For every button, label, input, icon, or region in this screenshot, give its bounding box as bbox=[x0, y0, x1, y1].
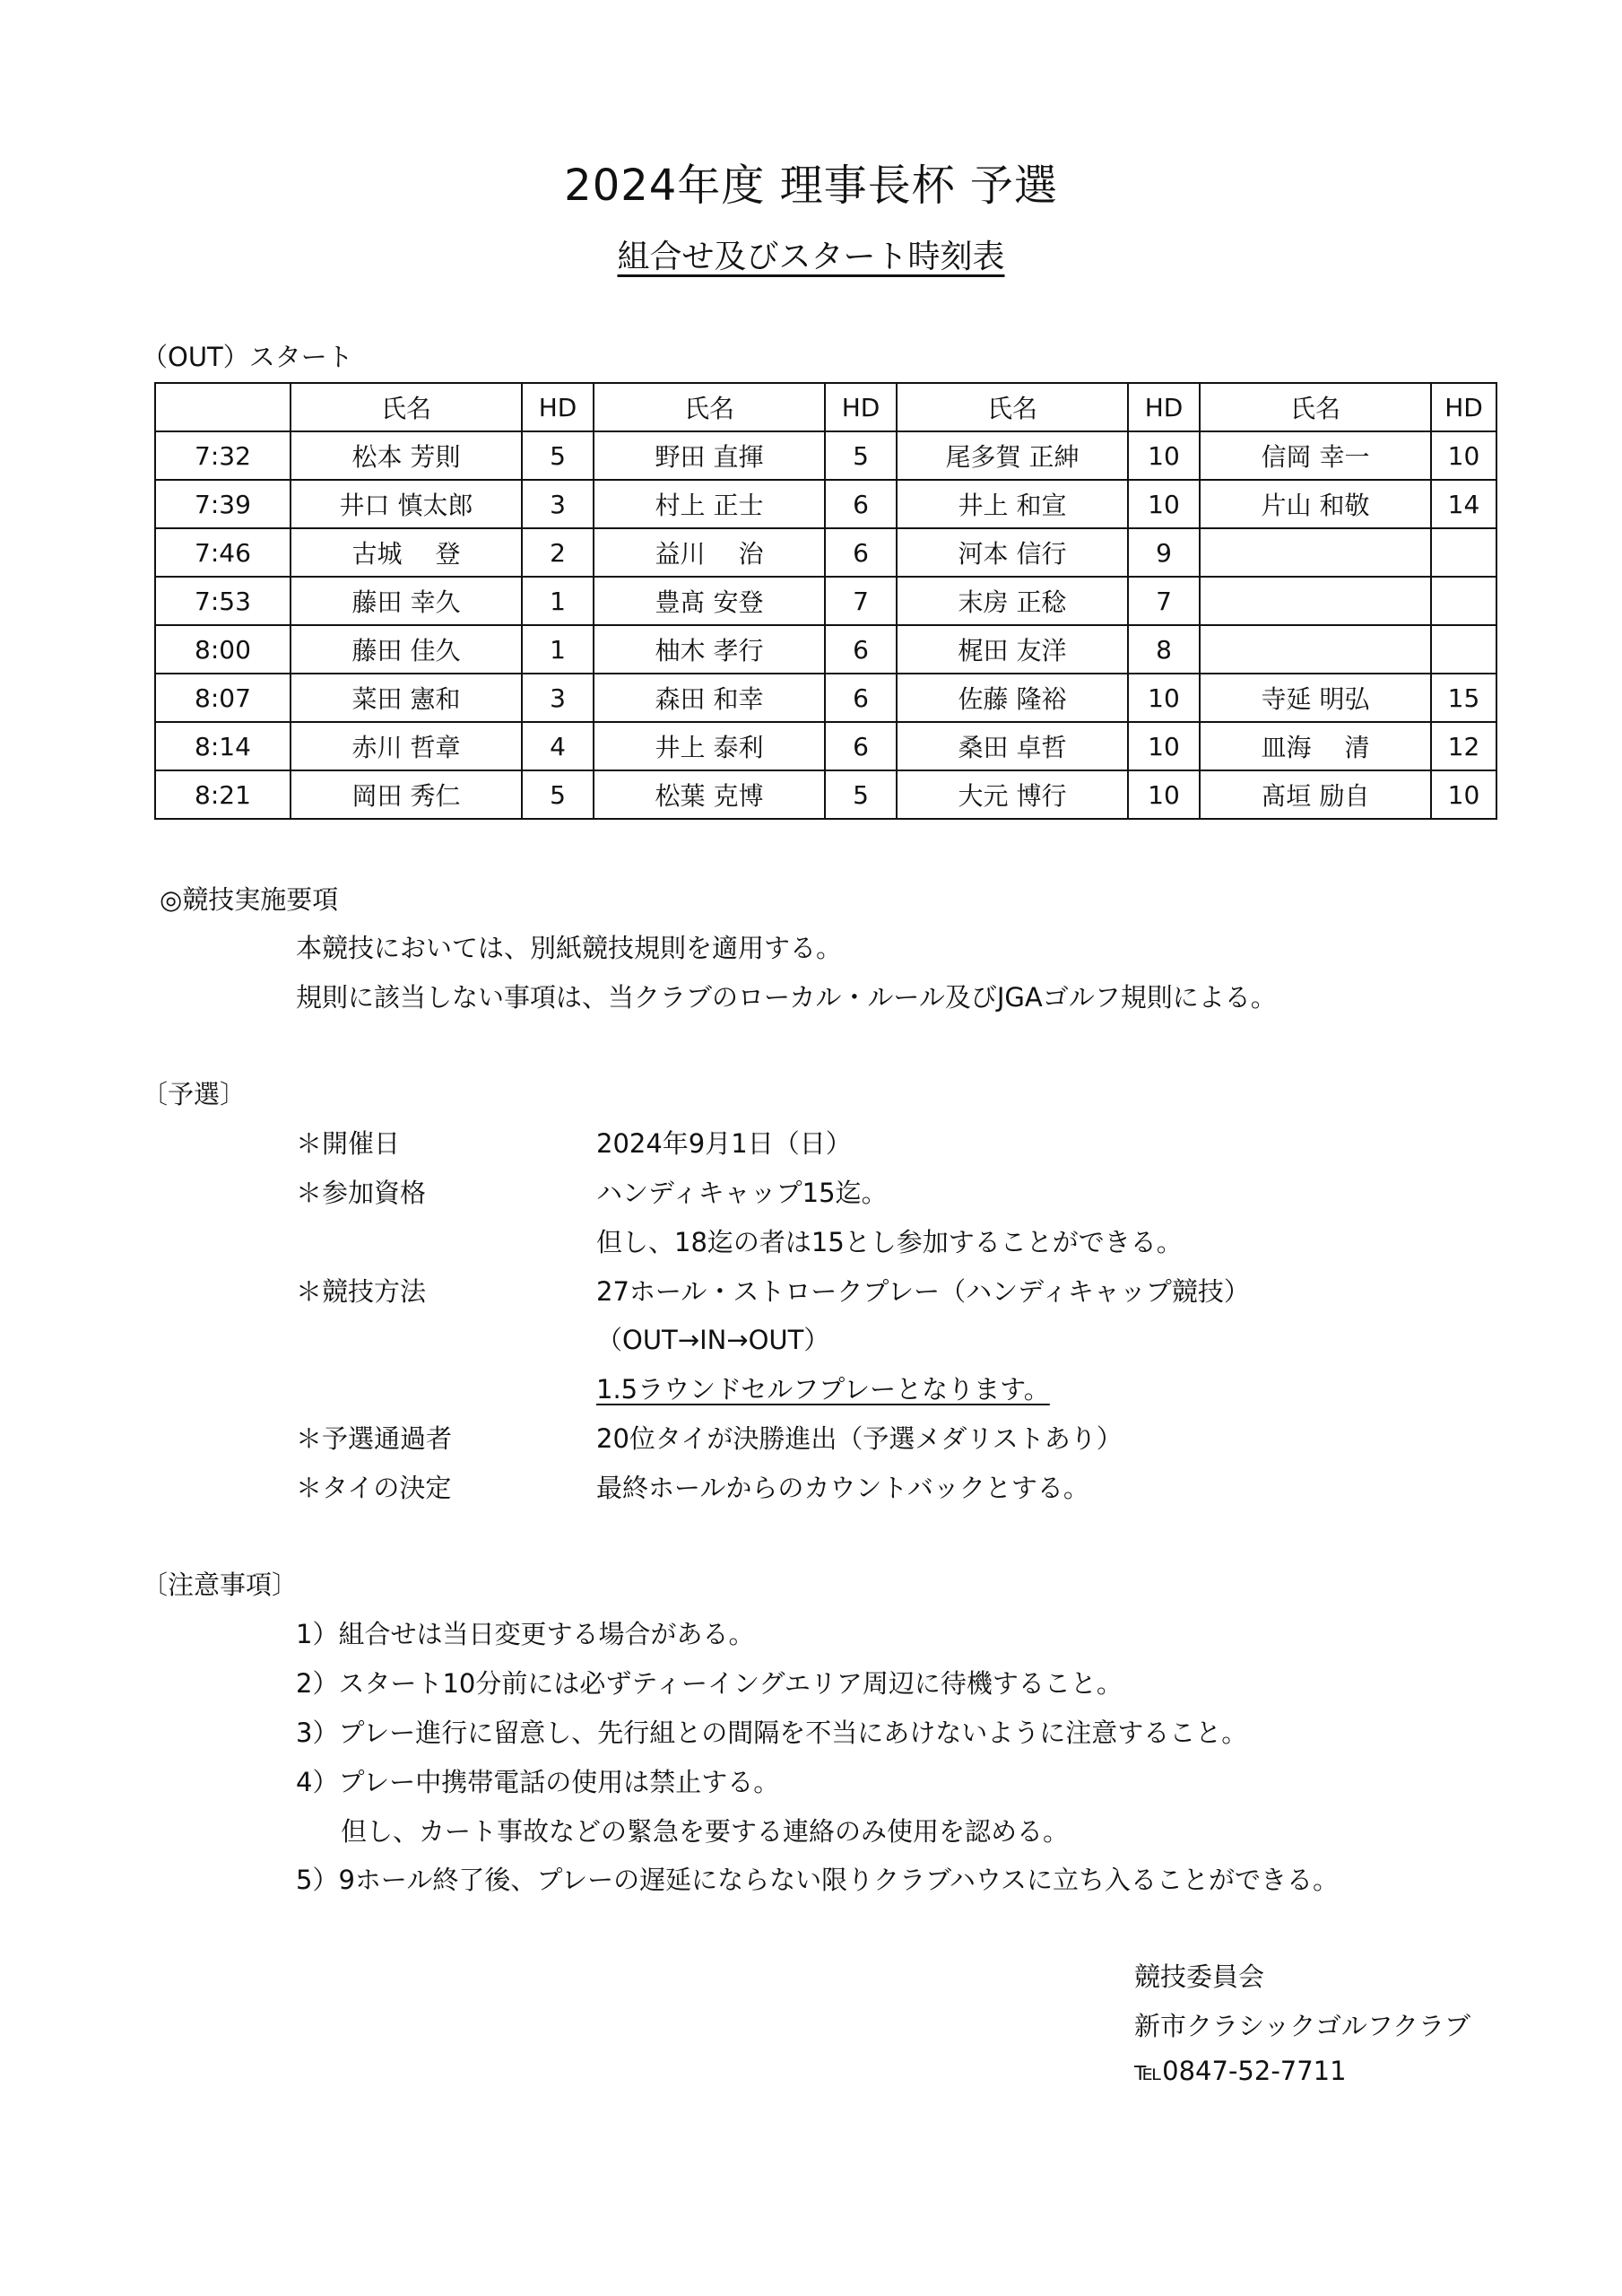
note-item: 但し、カート事故などの緊急を要する連絡のみ使用を認める。 bbox=[341, 1816, 1070, 1847]
player-name-cell: 村上 正士 bbox=[594, 480, 825, 528]
handicap-cell: 4 bbox=[522, 722, 594, 770]
handicap-cell: 10 bbox=[1431, 431, 1496, 480]
qualifier-heading: 〔予選〕 bbox=[142, 1079, 247, 1109]
handicap-cell: 10 bbox=[1128, 674, 1200, 722]
qualifier-value: 2024年9月1日（日） bbox=[596, 1128, 852, 1159]
start-time-cell: 7:46 bbox=[155, 528, 291, 577]
handicap-cell: 6 bbox=[825, 528, 897, 577]
handicap-cell: 3 bbox=[522, 480, 594, 528]
page-title: 2024年度 理事長杯 予選 bbox=[564, 161, 1058, 211]
header-name: 氏名 bbox=[291, 383, 522, 431]
table-row bbox=[155, 577, 1496, 625]
handicap-cell: 5 bbox=[825, 770, 897, 819]
player-name-cell: 井口 慎太郎 bbox=[291, 480, 522, 528]
player-name-cell: 菜田 憲和 bbox=[291, 674, 522, 722]
notes-heading: 〔注意事項〕 bbox=[142, 1570, 299, 1600]
subtitle-text: 組合せ及びスタート時刻表 bbox=[617, 239, 1005, 275]
player-name-cell: 森田 和幸 bbox=[594, 674, 825, 722]
qualifier-label: ＊タイの決定 bbox=[296, 1473, 452, 1503]
player-name-cell: 片山 和敬 bbox=[1200, 480, 1431, 528]
player-name-cell: 益川 治 bbox=[594, 528, 825, 577]
start-time-cell: 7:53 bbox=[155, 577, 291, 625]
player-name-cell: 赤川 哲章 bbox=[291, 722, 522, 770]
committee-name: 競技委員会 bbox=[1134, 1961, 1265, 1992]
player-name-cell: 岡田 秀仁 bbox=[291, 770, 522, 819]
handicap-cell: 6 bbox=[825, 722, 897, 770]
player-name-cell: 松葉 克博 bbox=[594, 770, 825, 819]
handicap-cell: 12 bbox=[1431, 722, 1496, 770]
handicap-cell: 10 bbox=[1128, 722, 1200, 770]
player-name-cell: 井上 和宣 bbox=[897, 480, 1128, 528]
handicap-cell: 6 bbox=[825, 480, 897, 528]
handicap-cell: 1 bbox=[522, 625, 594, 674]
page-subtitle bbox=[0, 231, 1622, 277]
handicap-cell: 10 bbox=[1128, 480, 1200, 528]
handicap-cell: 3 bbox=[522, 674, 594, 722]
handicap-cell: 7 bbox=[1128, 577, 1200, 625]
qualifier-value: （OUT→IN→OUT） bbox=[596, 1325, 830, 1355]
handicap-cell: 5 bbox=[522, 770, 594, 819]
handicap-cell: 8 bbox=[1128, 625, 1200, 674]
player-name-cell: 藤田 幸久 bbox=[291, 577, 522, 625]
player-name-cell: 寺延 明弘 bbox=[1200, 674, 1431, 722]
player-name-cell: 桑田 卓哲 bbox=[897, 722, 1128, 770]
player-name-cell bbox=[1200, 528, 1431, 577]
table-row bbox=[155, 722, 1496, 770]
handicap-cell: 10 bbox=[1431, 770, 1496, 819]
handicap-cell: 15 bbox=[1431, 674, 1496, 722]
table-row bbox=[155, 431, 1496, 480]
player-name-cell: 髙垣 励自 bbox=[1200, 770, 1431, 819]
start-time-cell: 8:14 bbox=[155, 722, 291, 770]
qualifier-value: 27ホール・ストロークプレー（ハンディキャップ競技） bbox=[596, 1276, 1250, 1307]
handicap-cell: 5 bbox=[522, 431, 594, 480]
player-name-cell: 豊髙 安登 bbox=[594, 577, 825, 625]
player-name-cell: 古城 登 bbox=[291, 528, 522, 577]
rules-heading: ◎競技実施要項 bbox=[160, 884, 339, 915]
start-time-cell: 8:21 bbox=[155, 770, 291, 819]
qualifier-label: ＊競技方法 bbox=[296, 1276, 427, 1307]
table-row bbox=[155, 674, 1496, 722]
club-tel: ℡0847-52-7711 bbox=[1134, 2056, 1347, 2086]
start-time-cell: 7:39 bbox=[155, 480, 291, 528]
club-name: 新市クラシックゴルフクラブ bbox=[1134, 2011, 1470, 2041]
player-name-cell: 皿海 清 bbox=[1200, 722, 1431, 770]
table-body bbox=[155, 431, 1496, 819]
handicap-cell: 7 bbox=[825, 577, 897, 625]
player-name-cell: 信岡 幸一 bbox=[1200, 431, 1431, 480]
header-hd: HD bbox=[1128, 383, 1200, 431]
handicap-cell bbox=[1431, 528, 1496, 577]
qualifier-value: 1.5ラウンドセルフプレーとなります。 bbox=[596, 1374, 1050, 1405]
header-name: 氏名 bbox=[897, 383, 1128, 431]
qualifier-value: ハンディキャップ15迄。 bbox=[596, 1178, 888, 1208]
table-row bbox=[155, 625, 1496, 674]
handicap-cell bbox=[1431, 577, 1496, 625]
player-name-cell bbox=[1200, 577, 1431, 625]
note-item: 4）プレー中携帯電話の使用は禁止する。 bbox=[296, 1767, 780, 1797]
handicap-cell: 5 bbox=[825, 431, 897, 480]
rules-line: 規則に該当しない事項は、当クラブのローカル・ルール及びJGAゴルフ規則による。 bbox=[296, 982, 1277, 1013]
handicap-cell: 14 bbox=[1431, 480, 1496, 528]
player-name-cell: 尾多賀 正紳 bbox=[897, 431, 1128, 480]
header-hd: HD bbox=[1431, 383, 1496, 431]
player-name-cell: 河本 信行 bbox=[897, 528, 1128, 577]
player-name-cell: 梶田 友洋 bbox=[897, 625, 1128, 674]
qualifier-value: 但し、18迄の者は15とし参加することができる。 bbox=[596, 1227, 1183, 1257]
player-name-cell: 野田 直揮 bbox=[594, 431, 825, 480]
start-time-table bbox=[154, 382, 1497, 820]
start-time-cell: 8:07 bbox=[155, 674, 291, 722]
header-time bbox=[155, 383, 291, 431]
player-name-cell: 井上 泰利 bbox=[594, 722, 825, 770]
player-name-cell: 柚木 孝行 bbox=[594, 625, 825, 674]
player-name-cell: 藤田 佳久 bbox=[291, 625, 522, 674]
player-name-cell: 松本 芳則 bbox=[291, 431, 522, 480]
player-name-cell: 佐藤 隆裕 bbox=[897, 674, 1128, 722]
table-row bbox=[155, 770, 1496, 819]
qualifier-label: ＊開催日 bbox=[296, 1128, 401, 1159]
handicap-cell: 2 bbox=[522, 528, 594, 577]
header-name: 氏名 bbox=[1200, 383, 1431, 431]
player-name-cell: 大元 博行 bbox=[897, 770, 1128, 819]
table-header-row bbox=[155, 383, 1496, 431]
qualifier-label: ＊予選通過者 bbox=[296, 1423, 453, 1454]
note-item: 2）スタート10分前には必ずティーイングエリア周辺に待機すること。 bbox=[296, 1668, 1123, 1699]
header-name: 氏名 bbox=[594, 383, 825, 431]
header-hd: HD bbox=[825, 383, 897, 431]
handicap-cell: 6 bbox=[825, 625, 897, 674]
note-item: 1）組合せは当日変更する場合がある。 bbox=[296, 1619, 755, 1649]
start-time-cell: 8:00 bbox=[155, 625, 291, 674]
handicap-cell bbox=[1431, 625, 1496, 674]
table-row bbox=[155, 480, 1496, 528]
handicap-cell: 10 bbox=[1128, 431, 1200, 480]
start-time-cell: 7:32 bbox=[155, 431, 291, 480]
start-label: （OUT）スタート bbox=[142, 342, 353, 372]
note-item: 5）9ホール終了後、プレーの遅延にならない限りクラブハウスに立ち入ることができる。 bbox=[296, 1865, 1339, 1895]
rules-line: 本競技においては、別紙競技規則を適用する。 bbox=[296, 933, 843, 963]
handicap-cell: 1 bbox=[522, 577, 594, 625]
handicap-cell: 6 bbox=[825, 674, 897, 722]
note-item: 3）プレー進行に留意し、先行組との間隔を不当にあけないように注意すること。 bbox=[296, 1718, 1248, 1748]
qualifier-label: ＊参加資格 bbox=[296, 1178, 427, 1208]
table-row bbox=[155, 528, 1496, 577]
player-name-cell: 末房 正稔 bbox=[897, 577, 1128, 625]
qualifier-value: 最終ホールからのカウントバックとする。 bbox=[596, 1473, 1089, 1503]
handicap-cell: 9 bbox=[1128, 528, 1200, 577]
qualifier-value: 20位タイが決勝進出（予選メダリストあり） bbox=[596, 1423, 1123, 1454]
handicap-cell: 10 bbox=[1128, 770, 1200, 819]
header-hd: HD bbox=[522, 383, 594, 431]
player-name-cell bbox=[1200, 625, 1431, 674]
